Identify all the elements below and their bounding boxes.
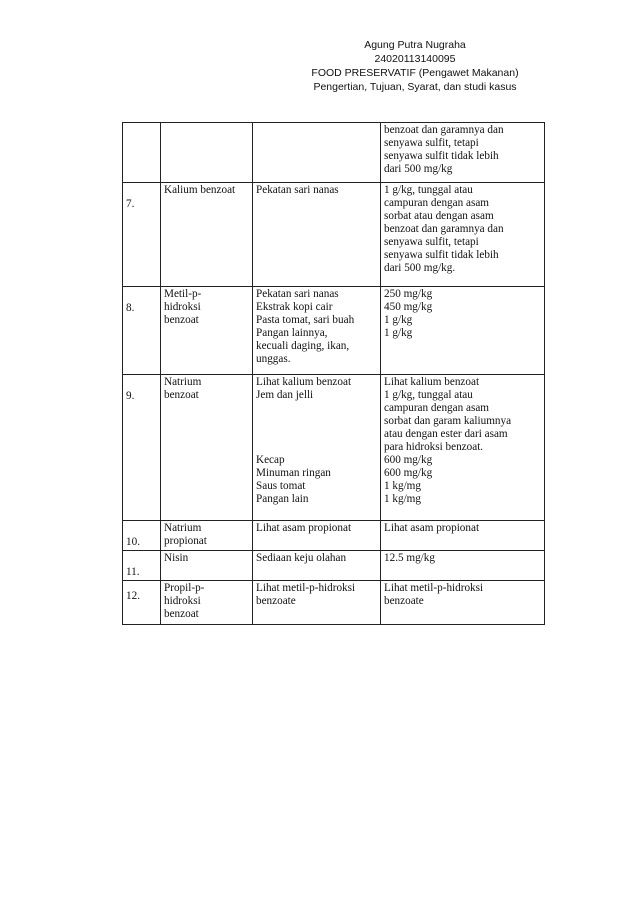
author-name: Agung Putra Nugraha	[364, 39, 466, 51]
row-number: 7.	[123, 183, 161, 287]
food-category: Lihat kalium benzoat Jem dan jelli Kecap Minuman ringan Saus tomat Pangan lain	[253, 375, 381, 521]
max-limit: Lihat metil-p-hidroksi benzoate	[381, 581, 545, 625]
preservative-name: Natrium benzoat	[161, 375, 253, 521]
food-category: Pekatan sari nanas Ekstrak kopi cair Pasta tomat, sari buah Pangan lainnya, kecuali daging, ikan, unggas.	[253, 287, 381, 375]
document-subtitle: Pengertian, Tujuan, Syarat, dan studi kasus	[313, 81, 517, 93]
preservative-name: Propil-p- hidroksi benzoat	[161, 581, 253, 625]
preservative-name: Natrium propionat	[161, 521, 253, 551]
row-number: 9.	[123, 375, 161, 521]
table-row	[123, 287, 545, 375]
table-row	[123, 375, 545, 521]
max-limit: Lihat asam propionat	[381, 521, 545, 551]
student-id: 24020113140095	[374, 53, 456, 65]
preservative-name	[161, 123, 253, 183]
max-limit: 1 g/kg, tunggal atau campuran dengan asam sorbat atau dengan asam benzoat dan garamnya dan senyawa sulfit, tetapi senyawa sulfit tidak lebih dari 500 mg/kg.	[381, 183, 545, 287]
document-header	[285, 38, 545, 94]
max-limit: 12.5 mg/kg	[381, 551, 545, 581]
max-limit: benzoat dan garamnya dan senyawa sulfit, tetapi senyawa sulfit tidak lebih dari 500 mg/kg	[381, 123, 545, 183]
preservative-table	[122, 122, 545, 625]
row-number: 11.	[123, 551, 161, 581]
table-row	[123, 183, 545, 287]
food-category: Sediaan keju olahan	[253, 551, 381, 581]
preservative-name: Metil-p- hidroksi benzoat	[161, 287, 253, 375]
max-limit: 250 mg/kg 450 mg/kg 1 g/kg 1 g/kg	[381, 287, 545, 375]
food-category: Lihat metil-p-hidroksi benzoate	[253, 581, 381, 625]
max-limit: Lihat kalium benzoat 1 g/kg, tunggal atau campuran dengan asam sorbat dan garam kaliumnya atau dengan ester dari asam para hidroksi benzoat. 600 mg/kg 600 mg/kg 1 kg/mg 1 kg/mg	[381, 375, 545, 521]
preservative-name: Nisin	[161, 551, 253, 581]
table-row	[123, 123, 545, 183]
document-title: FOOD PRESERVATIF (Pengawet Makanan)	[311, 67, 519, 79]
food-category	[253, 123, 381, 183]
row-number	[123, 123, 161, 183]
table-row	[123, 551, 545, 581]
food-category: Lihat asam propionat	[253, 521, 381, 551]
table-row	[123, 521, 545, 551]
table-row	[123, 581, 545, 625]
row-number: 10.	[123, 521, 161, 551]
row-number: 12.	[123, 581, 161, 625]
food-category: Pekatan sari nanas	[253, 183, 381, 287]
preservative-name: Kalium benzoat	[161, 183, 253, 287]
row-number: 8.	[123, 287, 161, 375]
